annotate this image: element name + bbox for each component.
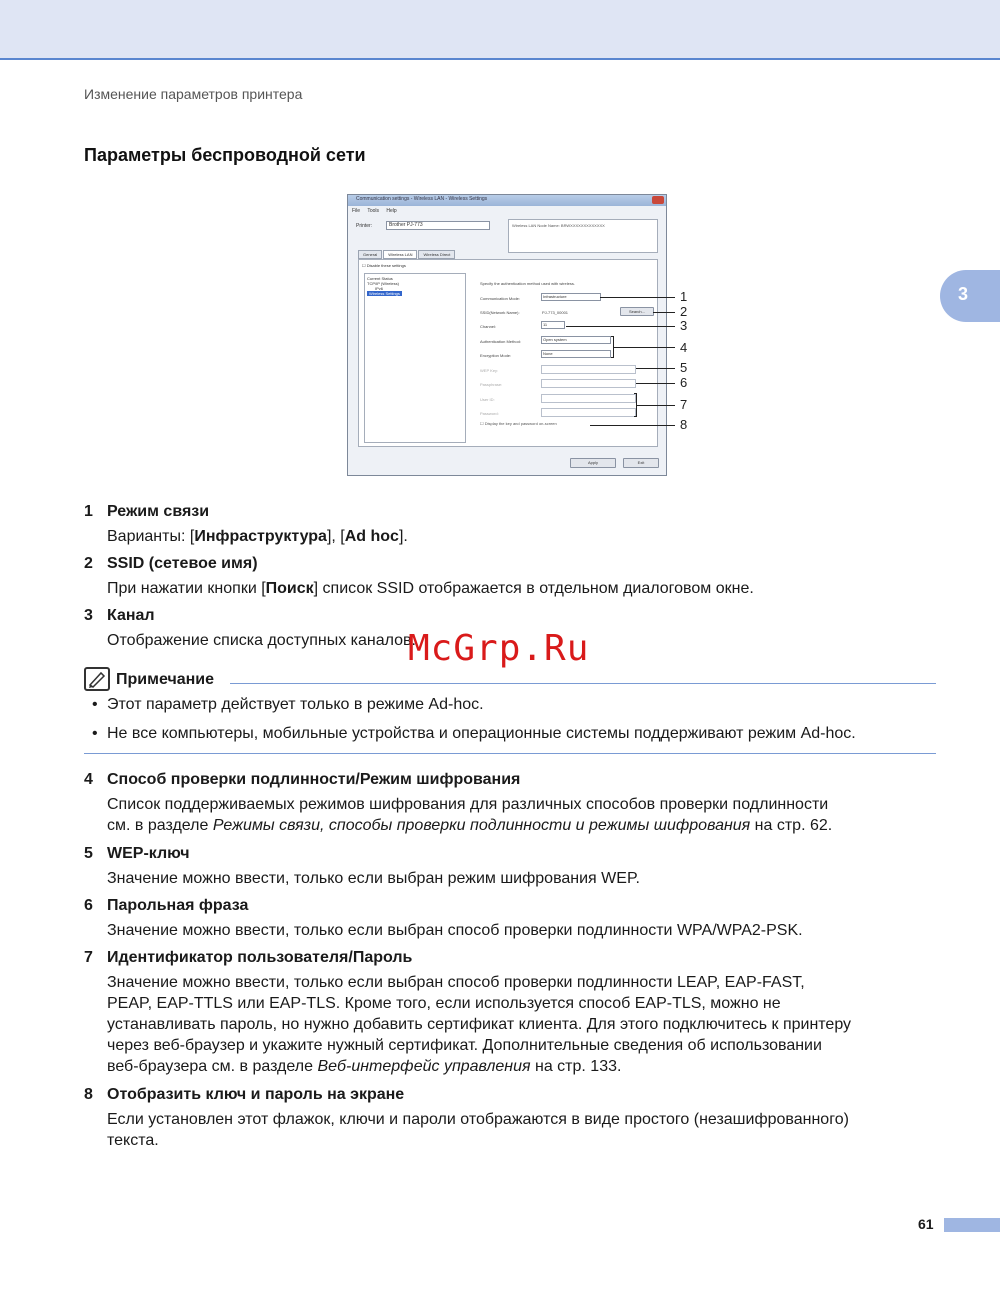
display-key-label: Display the key and password on-screen <box>484 421 557 426</box>
item-number: 8 <box>84 1086 93 1103</box>
item-number: 6 <box>84 897 93 914</box>
callout-line <box>653 312 675 313</box>
tree-item[interactable]: TCP/IP (Wireless) <box>367 281 399 286</box>
channel-select[interactable]: 11 <box>541 321 565 329</box>
item-title: WEP-ключ <box>107 845 190 862</box>
callout-line <box>637 405 675 406</box>
settings-screenshot <box>347 194 667 476</box>
callout-number: 6 <box>680 375 688 390</box>
item-description: При нажатии кнопки [Поиск] список SSID отображается в отдельном диалоговом окне. <box>107 580 754 597</box>
ssid-label: SSID(Network Name): <box>480 310 520 315</box>
item-title: Отобразить ключ и пароль на экране <box>107 1086 405 1103</box>
callout-number: 7 <box>680 397 688 412</box>
item-description: Значение можно ввести, только если выбран способ проверки подлинности LEAP, EAP-FAST, PEAP, EAP-TTLS или EAP-TLS. Кроме того, если используется способ EAP-TLS, можно не устанавливать пароль, но нужно добавить сертификат клиента. Для этого подключитесь к принтеру через веб-браузер и укажите нужный сертификат. Дополнительные сведения об использовании веб-браузера см. в разделе Веб-интерфейс управления на стр. 133. <box>107 974 852 1075</box>
password-label: Password: <box>480 411 499 416</box>
note-bullet: Не все компьютеры, мобильные устройства и операционные системы поддерживают режим Ad-hoc. <box>107 725 856 742</box>
note-divider <box>84 753 936 754</box>
chapter-tab <box>940 270 1000 322</box>
channel-label: Channel: <box>480 324 497 329</box>
callout-line <box>614 347 675 348</box>
callout-line <box>636 368 675 369</box>
callout-number: 5 <box>680 360 688 375</box>
tab-wireless-direct[interactable]: Wireless Direct <box>418 250 455 259</box>
callout-line <box>566 326 675 327</box>
item-description: Список поддерживаемых режимов шифрования для различных способов проверки подлинности см. в разделе Режимы связи, способы проверки подлинности и режимы шифрования на стр. 62. <box>107 796 833 834</box>
item-title: Способ проверки подлинности/Режим шифрования <box>107 771 521 788</box>
wep-label: WEP Key: <box>480 368 499 373</box>
item-number: 2 <box>84 555 93 572</box>
tree-item-selected[interactable]: Wireless Settings <box>369 291 400 296</box>
callout-line <box>600 297 675 298</box>
tab-wireless-lan[interactable]: Wireless LAN <box>383 250 417 259</box>
page-number: 61 <box>918 1216 934 1232</box>
callout-line <box>636 383 675 384</box>
section-title: Параметры беспроводной сети <box>84 145 366 165</box>
note-bullet: Этот параметр действует только в режиме Ad-hoc. <box>107 696 484 713</box>
item-description: Если установлен этот флажок, ключи и пароли отображаются в виде простого (незашифрованного) текста. <box>107 1111 849 1149</box>
breadcrumb: Изменение параметров принтера <box>84 86 303 102</box>
tab-bar <box>358 250 456 259</box>
item-number: 7 <box>84 949 93 966</box>
item-description: Значение можно ввести, только если выбран способ проверки подлинности WPA/WPA2-PSK. <box>107 922 803 939</box>
item-number: 4 <box>84 771 93 788</box>
top-band <box>0 0 1000 60</box>
menu-bar[interactable]: File Tools Help <box>352 208 397 214</box>
bullet-marker: • <box>92 725 98 742</box>
tab-general[interactable]: General <box>358 250 382 259</box>
tree-item[interactable]: IPv6 <box>375 286 384 291</box>
item-description: Отображение списка доступных каналов. <box>107 632 416 649</box>
callout-line <box>590 425 675 426</box>
disable-checkbox[interactable]: ☐ Disable these settings <box>362 263 406 268</box>
bullet-marker: • <box>92 696 98 713</box>
passphrase-input[interactable] <box>541 379 636 388</box>
watermark: McGrp.Ru <box>408 628 590 669</box>
callout-number: 3 <box>680 318 688 333</box>
window-titlebar <box>348 195 666 206</box>
auth-select[interactable]: Open system <box>541 336 611 344</box>
passphrase-label: Passphrase: <box>480 382 503 387</box>
printer-label: Printer: <box>356 223 373 229</box>
callout-number: 1 <box>680 289 688 304</box>
comm-mode-label: Communication Mode: <box>480 296 521 301</box>
footer-band <box>944 1218 1000 1232</box>
note-title: Примечание <box>116 671 215 688</box>
settings-tree <box>364 273 466 443</box>
close-icon[interactable] <box>652 196 664 204</box>
item-description: Значение можно ввести, только если выбран режим шифрования WEP. <box>107 870 640 887</box>
note-divider <box>230 683 936 684</box>
callout-number: 8 <box>680 417 688 432</box>
item-description: Варианты: [Инфраструктура], [Ad hoc]. <box>107 528 408 545</box>
item-number: 1 <box>84 503 93 520</box>
tree-item[interactable]: Current Status <box>367 276 393 281</box>
enc-label: Encryption Mode: <box>480 353 512 358</box>
window-title: Communication settings - Wireless LAN - Wireless Settings <box>356 196 488 202</box>
item-title: SSID (сетевое имя) <box>107 555 258 572</box>
search-button[interactable]: Search... <box>620 307 654 316</box>
callout-number: 4 <box>680 340 688 355</box>
chapter-number: 3 <box>958 284 969 304</box>
item-number: 3 <box>84 607 93 624</box>
password-input[interactable] <box>541 408 636 417</box>
item-title: Идентификатор пользователя/Пароль <box>107 949 413 966</box>
auth-label: Authentication Method: <box>480 339 521 344</box>
callout-number: 2 <box>680 304 688 319</box>
item-title: Парольная фраза <box>107 897 249 914</box>
display-key-checkbox[interactable]: ☐ Display the key and password on-screen <box>480 421 557 426</box>
pencil-note-icon <box>84 667 110 691</box>
node-name-box: Wireless LAN Node Name: BRWXXXXXXXXXXXXX <box>508 219 658 253</box>
specify-text: Specify the authentication method used with wireless. <box>480 281 575 286</box>
item-number: 5 <box>84 845 93 862</box>
apply-button[interactable]: Apply <box>570 458 616 468</box>
comm-mode-select[interactable]: Infrastructure <box>541 293 601 301</box>
printer-select[interactable]: Brother PJ-773 <box>386 221 490 230</box>
enc-select[interactable]: None <box>541 350 611 358</box>
ssid-value: PJ-773_00001 <box>542 310 569 315</box>
user-id-label: User ID: <box>480 397 495 402</box>
disable-label: Disable these settings <box>366 263 406 268</box>
exit-button[interactable]: Exit <box>623 458 659 468</box>
user-id-input[interactable] <box>541 394 636 403</box>
item-title: Канал <box>107 607 155 624</box>
item-title: Режим связи <box>107 503 210 520</box>
wep-key-input[interactable] <box>541 365 636 374</box>
